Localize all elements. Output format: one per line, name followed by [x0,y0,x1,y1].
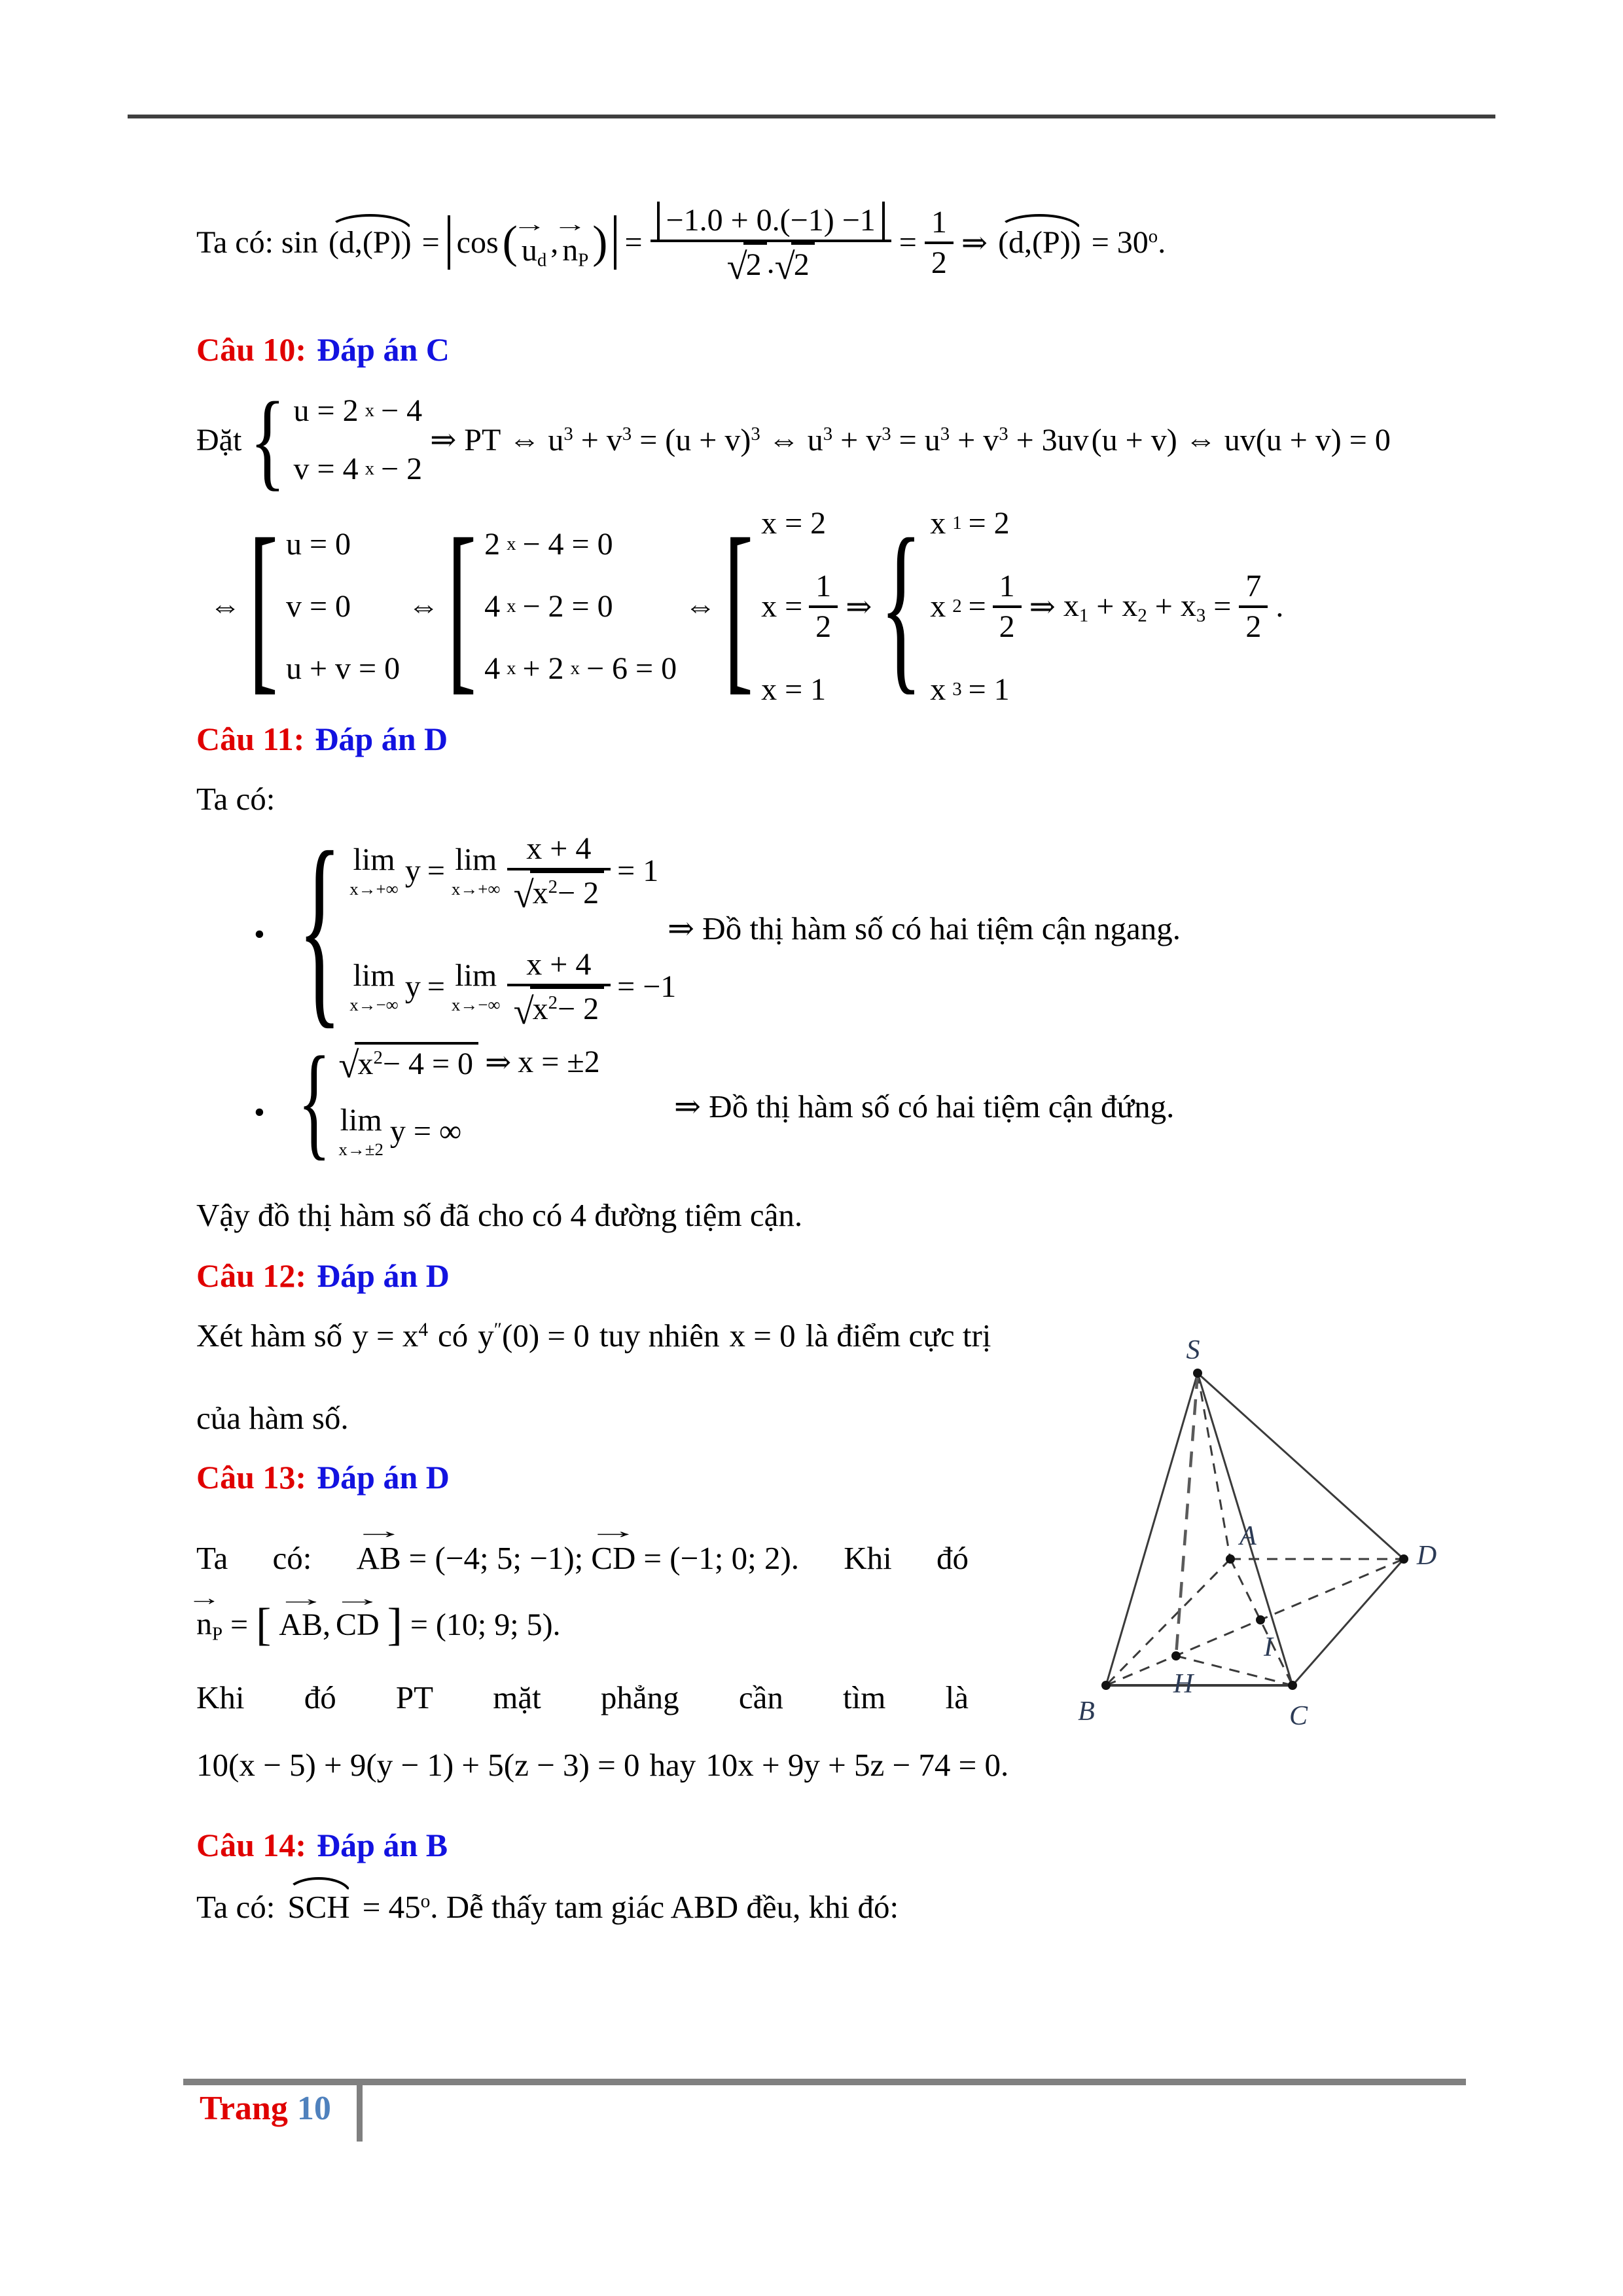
math-token [1092,224,1166,260]
math-token: ⇒ [485,1045,512,1080]
math-superscript: x [365,458,374,480]
math-token: x1 [1063,588,1089,626]
case-row: 4 x + 2 x − 6 = 0 [484,651,677,687]
sqrt [774,242,815,288]
math-token: = [230,1607,249,1643]
heading-cau-14 [196,1826,448,1864]
fraction: $\frac{1}{2}$ [809,567,838,645]
abs-value [448,215,617,270]
case-row: u = 0 [285,527,351,562]
math-superscript: o [1148,226,1158,247]
heading-cau-12 [196,1257,450,1295]
fraction [507,946,611,1032]
math-superscript: x [365,400,374,422]
system-row [349,946,677,1032]
limit: lim x→+∞ [349,842,399,899]
system-row [338,1042,600,1086]
fraction-numerator: x + 4 [526,947,592,982]
answer-label: Đáp án D [317,1257,450,1294]
fraction-denominator [507,868,611,916]
limit: lim x→±2 [338,1103,383,1160]
heading-cau-13 [196,1458,450,1496]
case-row: 4 x − 2 = 0 [484,589,613,624]
vertex-D-dot [1399,1554,1408,1564]
case-row: x = 1 [761,672,827,708]
math-token: $v^3$ [606,422,632,457]
point-H-dot [1171,1651,1181,1660]
math-token: sin [281,225,318,260]
math-token: + [580,422,599,457]
math-token: . [1158,225,1166,260]
text-cau-12-line-2: của hàm số. [196,1400,349,1436]
case-row: x = 2 [761,506,827,541]
left-brace: { [298,1030,331,1172]
math-token: −1.0 + 0.(−1) −1 [666,203,876,238]
vector-arrow: → CD [336,1607,380,1643]
math-token: = [427,969,445,1005]
equation-angle-line-plane [196,202,1166,288]
label-A: A [1240,1521,1257,1551]
question-number: Câu 10: [196,331,307,368]
answer-label: Đáp án C [317,331,450,368]
math-subscript: d [537,249,547,271]
math-token: (u + v) [1091,422,1177,457]
math-token: $(u + v)^3$ [665,422,760,457]
diagonal-BD [1106,1559,1404,1685]
math-token: x3 [1180,588,1206,626]
edge-CD [1293,1559,1404,1685]
math-token: y″(0) = 0 [478,1318,590,1354]
math-token: = 1 [617,853,659,889]
angle-hat [995,224,1084,260]
sqrt: √ $x^2- 2$ [514,870,605,912]
altitude-SH [1176,1373,1198,1656]
label-B: B [1078,1696,1095,1727]
text-cau-13-line-1: Ta có: → AB = (−4; 5; −1); → CD = (−1; 0; 2). Khi đó [196,1520,969,1577]
equation-substitution [196,379,1391,501]
vector-n: → nP [196,1606,223,1643]
case-row: 2 x − 4 = 0 [484,527,613,562]
vertex-C-dot [1288,1681,1297,1690]
math-token: y [404,853,421,889]
question-number: Câu 14: [196,1827,307,1863]
math-token: $v^3$ [983,422,1008,457]
left-bracket: [ [724,501,754,711]
fraction-denominator [507,984,611,1032]
math-token: uv(u + v) = 0 [1224,422,1391,457]
sqrt [726,242,767,288]
conclusion-horizontal: ⇒ Đồ thị hàm số có hai tiệm cận ngang. [668,910,1181,946]
sqrt: √ $x^2- 2$ [514,986,605,1028]
math-token: , [550,225,559,260]
math-token: = [899,422,917,457]
math-token: − 4 [381,393,423,428]
answer-label: Đáp án D [317,1459,450,1496]
vectors-chunk: → AB, → CD [279,1607,379,1643]
vector-arrow: → n [196,1606,212,1642]
system-row: x 2 = $\frac{1}{2}$ [930,567,1021,645]
math-token: $u^3$ [924,422,950,457]
math-token: u [521,232,537,268]
footer-rule [183,2079,1466,2085]
math-token: = [624,225,643,260]
vector-arrow: → AB [279,1607,323,1643]
math-token: Ta có: [196,225,274,260]
system-row: x 1 = 2 [930,506,1010,541]
edge-HC [1176,1656,1293,1685]
case-row: u + v = 0 [285,651,401,687]
math-token: + [1096,589,1115,624]
math-token: = $45^o$. Dễ thấy tam giác ABD đều, khi đó: [362,1889,899,1925]
math-token: u = 2 [293,393,359,428]
vertex-A-dot [1226,1554,1235,1564]
point-I-dot [1256,1615,1265,1624]
math-token: ⇔ [408,589,440,624]
question-number: Câu 13: [196,1459,307,1496]
math-token: cos [456,225,499,260]
math-token: PT [464,422,501,457]
equation-cases [209,501,1284,711]
abs-value [657,202,885,240]
case-rows [484,526,677,687]
math-token: + [840,422,859,457]
page-number: 10 [296,2090,331,2127]
math-token: . [1275,589,1284,624]
fraction: $\frac{1}{2}$ [993,567,1022,645]
fraction-denominator [721,242,821,288]
edge-SD [1198,1373,1404,1559]
conclusion-vertical: ⇒ Đồ thị hàm số có hai tiệm cận đứng. [674,1088,1175,1124]
math-token: = 30 [1091,225,1149,260]
text-cau-13-line-4: 10(x − 5) + 9(y − 1) + 5(z − 3) = 0 hay 10x + 9y + 5z − 74 = 0. [196,1747,1009,1783]
fraction [507,830,611,916]
top-rule [128,115,1495,118]
math-subscript: P [578,249,589,271]
math-token: ⇔ [768,422,800,457]
sqrt: √ $x^2- 4 = 0$ [338,1042,478,1082]
fraction-denominator: 2 [931,245,947,280]
text-ta-co: Ta có: [196,781,276,817]
math-token: + 3uv [1016,422,1089,457]
left-bracket: [ [249,501,278,711]
math-token: $v^3$ [866,422,891,457]
fraction-numerator [651,202,891,242]
question-number: Câu 11: [196,721,305,757]
left-brace: { [880,501,923,711]
vertex-B-dot [1101,1681,1111,1690]
math-token: y = ∞ [389,1114,462,1149]
right-paren: ) [592,217,608,268]
text-cau-14-line-1: Ta có: SCH = $45^o$. Dễ thấy tam giác ABD đều, khi đó: [196,1889,899,1925]
text-cau-12-line-1: Xét hàm số $y = x^4$ có y″(0) = 0 tuy nhiên x = 0 là điểm cực trị [196,1318,991,1354]
limit: lim x→+∞ [451,842,501,899]
radical-icon: √ [338,1045,359,1086]
page-footer [200,2089,331,2128]
math-token: n [562,232,579,268]
label-S: S [1186,1335,1200,1365]
vector-arrow [562,232,578,268]
system-rows [349,830,677,1032]
math-token: = [639,422,658,457]
left-brace: { [298,808,342,1048]
pyramid-figure [1034,1329,1492,1734]
math-token: (d,(P)) [998,225,1081,260]
fraction: $\frac{7}{2}$ [1239,567,1268,645]
left-bracket: [ [447,501,477,711]
system-row [294,393,423,429]
question-number: Câu 12: [196,1257,307,1294]
math-token: x = 0 [729,1318,796,1354]
label-D: D [1416,1541,1437,1571]
system-rows [338,1042,599,1159]
footer-divider [357,2079,363,2142]
system-row [349,830,659,916]
vector-arrow: → AB [357,1539,401,1577]
math-token: ⇒ [430,423,457,457]
text-conclusion-asymptotes: Vậy đồ thị hàm số đã cho có 4 đường tiệm cận. [196,1197,803,1233]
label-C: C [1289,1701,1308,1731]
right-bracket: ] [387,1600,402,1650]
system-row [294,451,423,487]
angle-hat: SCH [285,1888,352,1926]
math-token: 2 [791,242,815,284]
math-token: = [427,853,445,889]
angle-hat [326,224,414,260]
math-token: $u^3$ [807,422,833,457]
math-token: ⇔ [209,589,241,624]
math-token: ⇔ [685,589,717,624]
system-row [338,1104,461,1159]
answer-label: Đáp án B [317,1827,448,1863]
system-rows [294,393,423,487]
math-token: + [957,422,976,457]
vector-u [522,215,546,270]
answer-label: Đáp án D [315,721,448,757]
math-token: $y = x^4$ [352,1318,429,1354]
limit: lim x→−∞ [451,958,501,1015]
heading-cau-11 [196,720,448,758]
vector-arrow [522,232,537,268]
radical-icon: √ [726,247,747,288]
math-token: = (10; 9; 5). [410,1607,561,1643]
math-token: x2 [1122,588,1147,626]
vectors-chunk: → AB = (−4; 5; −1); → CD = (−1; 0; 2). [357,1520,799,1577]
text-cau-13-line-3: Khi đó PT mặt phẳng cần tìm là [196,1679,969,1715]
left-paren: ( [502,217,518,268]
vector-arrow: → CD [591,1539,635,1577]
math-token: = [1213,589,1232,624]
system-rows [930,505,1021,708]
math-token: Đặt [196,422,242,457]
math-token: ⇔ [1185,422,1217,457]
left-brace: { [249,379,286,501]
case-rows [761,505,838,708]
math-token: ⇒ [961,225,988,260]
math-token: = −1 [617,969,677,1005]
math-token: ⇒ [846,589,872,624]
left-bracket: [ [256,1600,272,1650]
equation-horizontal-asymptotes [298,808,677,1048]
vertex-S-dot [1193,1369,1202,1378]
case-row: x = $\frac{1}{2}$ [761,567,838,645]
math-token: ⇔ [508,422,541,457]
bullet-icon: • [254,1095,265,1130]
radical-icon: √ [513,875,534,916]
radical-icon: √ [513,991,534,1032]
math-token: (d,(P)) [328,225,412,260]
equation-vertical-asymptotes [298,1030,600,1172]
label-I: I [1264,1632,1273,1662]
math-token: y [404,969,421,1005]
vector-n [562,215,588,270]
system-row: x 3 = 1 [930,672,1010,708]
bullet-icon: • [254,917,265,952]
heading-cau-10 [196,331,450,368]
fraction [651,202,891,288]
case-rows [286,526,400,687]
fraction-numerator: 1 [925,204,954,244]
fraction [925,204,954,281]
fraction-numerator: x + 4 [526,831,592,866]
case-row: v = 0 [285,589,351,624]
math-token: ⇒ [1029,589,1056,624]
math-token: 2 [743,242,767,284]
label-H: H [1173,1669,1194,1699]
limit: lim x→−∞ [349,958,399,1015]
math-token: + [1154,589,1173,624]
equation-normal-vector [196,1602,561,1648]
math-token: = [899,225,917,260]
footer-label: Trang [200,2090,288,2127]
math-token: = [421,225,440,260]
math-token: $u^3$ [548,422,573,457]
radical-icon: √ [774,247,795,288]
math-token: v = 4 [293,452,359,486]
math-token: x = ±2 [518,1045,600,1079]
math-token: . [766,245,775,280]
math-token: − 2 [381,452,423,486]
